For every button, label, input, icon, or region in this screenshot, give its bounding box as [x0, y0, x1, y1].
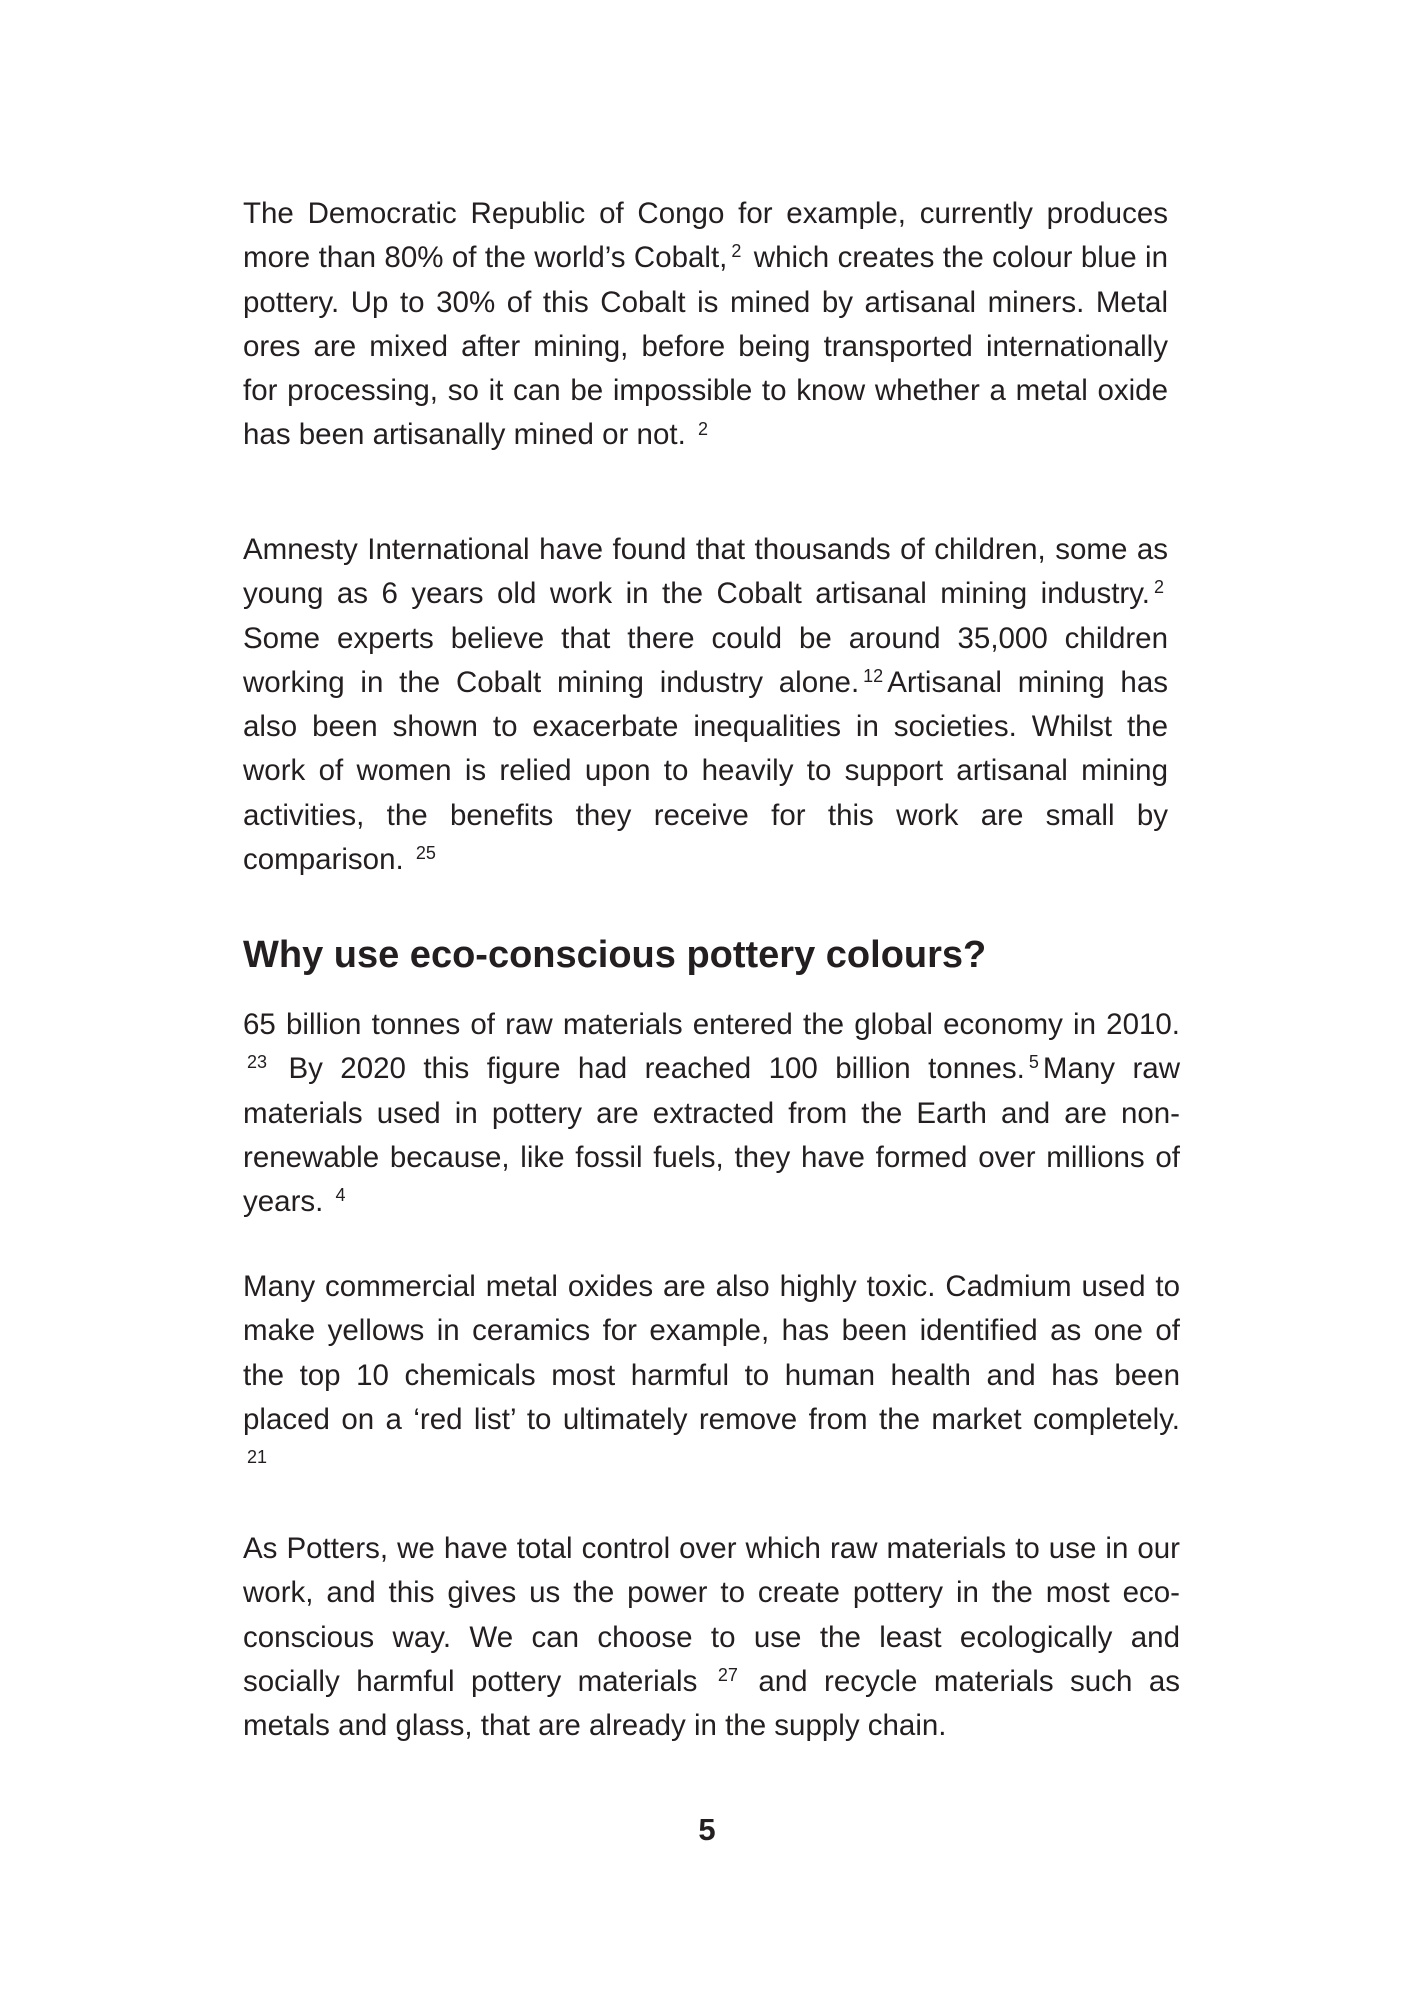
paragraph-text — [243, 1003, 1180, 1224]
section-heading: Why use eco-conscious pottery colours? — [243, 934, 987, 976]
section-heading-block — [243, 933, 1168, 977]
footnote-ref: 2 — [1153, 577, 1164, 598]
footnote-ref: 2 — [697, 418, 708, 439]
footnote-ref: 2 — [731, 241, 742, 262]
paragraph-raw-materials — [243, 1003, 1180, 1224]
footnote-ref: 21 — [247, 1447, 268, 1468]
footnote-ref: 4 — [335, 1185, 346, 1206]
footnote-ref: 23 — [247, 1052, 268, 1073]
paragraph-potters-control — [243, 1527, 1180, 1748]
text-run: Some experts believe that there could be around 35,000 children working in the Cobalt mining industry alone. — [243, 621, 1168, 699]
footnote-ref: 12 — [863, 666, 884, 686]
text-run: Many commercial metal oxides are also highly toxic. Cadmium used to make yellows in ceramics for example, has been identified as one of the top 10 chemicals most harmful to human health and has been placed on a ‘red list’ to ultimately remove from the market completely. — [243, 1270, 1180, 1436]
text-run: As Potters, we have total control over which raw materials to use in our work, and this gives us the power to create pottery in the most eco-conscious way. We can choose to use the least ecologically and socially harmful pottery materials — [243, 1532, 1180, 1698]
footnote-ref: 27 — [717, 1665, 738, 1685]
paragraph-text — [243, 528, 1168, 882]
footnote-ref: 5 — [1028, 1052, 1039, 1073]
paragraph-text — [243, 1527, 1180, 1748]
paragraph-toxic-oxides — [243, 1265, 1180, 1486]
paragraph-cobalt-congo — [243, 192, 1168, 458]
text-run: Artisanal mining has also been shown to exacerbate inequalities in societies. Whilst the work of women is relied upon to heavily to support artisanal mining activities, the benefits they receive for this work are small by comparison. — [243, 665, 1168, 877]
text-run: Many raw materials used in pottery are extracted from the Earth and are non-renewable because, like fossil fuels, they have formed over millions of years. — [243, 1052, 1181, 1219]
text-run: 65 billion tonnes of raw materials entered the global economy in 2010. — [243, 1008, 1180, 1041]
paragraph-text — [243, 1265, 1180, 1486]
page-number: 5 — [698, 1812, 716, 1847]
text-run: The Democratic Republic of Congo for example, currently produces more than 80% of the world’s Cobalt, — [243, 197, 1168, 275]
text-run: By 2020 this figure had reached 100 billion tonnes. — [271, 1052, 1025, 1086]
paragraph-child-labour — [243, 528, 1168, 882]
footnote-ref: 25 — [415, 843, 436, 864]
text-run: which creates the colour blue in pottery. Up to 30% of this Cobalt is mined by artisanal miners. Metal ores are mixed after mining, before being transported internationally for processing, so it can be impossible to know whether a metal oxide has been artisanally mined or not. — [243, 241, 1168, 452]
paragraph-text — [243, 192, 1168, 458]
text-run: and recycle materials such as metals and glass, that are already in the supply chain. — [243, 1664, 1180, 1743]
text-run: Amnesty International have found that thousands of children, some as young as 6 years old work in the Cobalt artisanal mining industry. — [243, 533, 1168, 611]
